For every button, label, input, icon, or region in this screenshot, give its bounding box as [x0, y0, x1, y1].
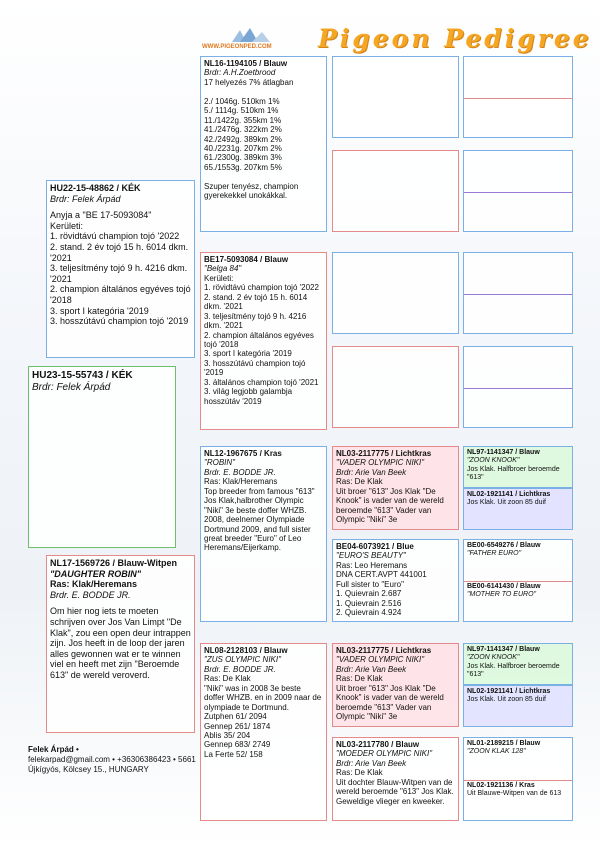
a1-notes: Jos Klak. Halfbroer beroemde "613" — [467, 465, 560, 481]
g5-card-c1 — [463, 643, 573, 685]
dam-breeder: Brdr. E. BODDE JR. — [50, 589, 131, 600]
dds-name: "VADER OLYMPIC NIKI" — [336, 655, 425, 665]
sire-sire-card — [200, 56, 327, 232]
dam-name: "DAUGHTER ROBIN" — [50, 568, 142, 579]
b2-section — [467, 583, 569, 600]
subject-ring: HU23-15-55743 / KÉK — [32, 370, 133, 381]
a2-notes: Jos Klak. Uit zoon 85 duif — [467, 499, 546, 507]
sire-ring: HU22-15-48862 / KÉK — [50, 183, 141, 193]
sire-card — [46, 180, 195, 358]
ds-name: "ROBIN" — [204, 458, 236, 468]
d1-section — [464, 738, 572, 759]
g5-card-b — [463, 539, 573, 622]
ss-breeder: Brdr: A.H.Zoetbrood — [204, 68, 276, 78]
b2-ring: BE00-6141430 / Blauw — [467, 583, 541, 590]
dam-dam-sire-card — [332, 643, 459, 727]
dds-ring: NL03-2117775 / Lichtkras — [336, 646, 432, 655]
d2-section — [467, 782, 569, 799]
contact-block — [28, 745, 198, 775]
sire-dam-card — [200, 252, 327, 430]
dss-breeder: Brdr: Arie Van Beek — [336, 467, 407, 477]
dam-sire-dam-card — [332, 539, 459, 622]
dd-ring: NL08-2128103 / Blauw — [204, 646, 288, 655]
dd-name: "ZUS OLYMPIC NIKI" — [204, 655, 281, 665]
a2-ring: NL02-1921141 / Lichtkras — [467, 491, 551, 498]
dsd-name: "EURO'S BEAUTY" — [336, 551, 406, 561]
ds-ras: Ras: Klak/Heremans — [204, 477, 278, 487]
dam-dam-card — [200, 643, 327, 821]
empty-g4-card-4 — [332, 346, 459, 428]
dss-notes: Uit broer "613" Jos Klak "De Knook" is vader van de wereld beroemde "613" Vader van Olympic "Niki" 3e — [336, 486, 444, 525]
g5-card-a2 — [463, 488, 573, 530]
b2-name: "MOTHER TO EURO" — [467, 591, 537, 599]
a1-name: "ZOON KNOOK" — [467, 457, 520, 465]
dsd-ras: Ras: Leo Heremans — [336, 560, 408, 570]
subject-card — [28, 366, 176, 548]
ddd-breeder: Brdr: Arie Van Beek — [336, 758, 407, 768]
d2-ring: NL02-1921136 / Kras — [467, 782, 535, 789]
dam-sire-sire-card — [332, 446, 459, 530]
c2-notes: Jos Klak. Uit zoon 85 duif — [467, 696, 546, 704]
dds-breeder: Brdr: Arie Van Beek — [336, 664, 407, 674]
b1-name: "FATHER EURO" — [467, 550, 522, 558]
split-line — [464, 192, 572, 193]
empty-g5-card-4 — [463, 346, 573, 428]
dd-notes: "Niki" was in 2008 3e beste doffer WHZB. en in 2009 naar de olympiade te Dortmund. Zutphen 61/ 2094 Gennep 261/ 1874 Ablis 35/ 204 Gennep 683/ 2749 La Ferte 52/ 158 — [204, 683, 322, 759]
dss-ring: NL03-2117775 / Lichtkras — [336, 449, 432, 458]
empty-g5-card-2 — [463, 150, 573, 232]
dds-ras: Ras: De Klak — [336, 674, 383, 684]
ddd-notes: Uit dochter Blauw-Witpen van de wereld beroemde "613" Jos Klak. Geweldige vlieger en kweeker. — [336, 777, 454, 806]
empty-g5-card-3 — [463, 252, 573, 334]
empty-g4-card-1 — [332, 56, 459, 138]
dam-ring: NL17-1569726 / Blauw-Witpen — [50, 558, 177, 568]
empty-g4-card-2 — [332, 150, 459, 232]
ddd-name: "MOEDER OLYMPIC NIKI" — [336, 749, 433, 759]
page-title: Pigeon Pedigree — [318, 24, 592, 53]
dam-notes: Om hier nog iets te moeten schrijven over Jos Van Limpt "De Klak", zou een open deur intrappen zijn. Jos heeft in de loop der jaren alles gewonnen wat er te winnen viel en heeft met zijn "Beroemde 613" de wereld veroverd. — [50, 606, 191, 681]
split-line — [464, 388, 572, 389]
dam-ras: Ras: Klak/Heremans — [50, 579, 138, 590]
c1-notes: Jos Klak. Halfbroer beroemde "613" — [467, 662, 560, 678]
a1-ring: NL97-1141347 / Blauw — [467, 449, 540, 456]
site-logo — [202, 28, 302, 50]
empty-g5-card-1 — [463, 56, 573, 138]
g5-card-d — [463, 737, 573, 821]
dsd-dna: DNA CERT.AVPT 441001 — [336, 570, 427, 580]
dsd-notes: Full sister to "Euro" 1. Quievrain 2.687 1. Quievrain 2.516 2. Quievrain 4.924 — [336, 579, 404, 618]
b1-ring: BE00-6549276 / Blauw — [467, 542, 541, 549]
dd-breeder: Brdr. E. BODDE JR. — [204, 664, 276, 674]
dam-card — [46, 555, 195, 733]
dd-ras: Ras: De Klak — [204, 674, 251, 684]
ss-ring: NL16-1194105 / Blauw — [204, 59, 288, 68]
dam-sire-card — [200, 446, 327, 622]
dds-notes: Uit broer "613" Jos Klak "De Knook" is vader van de wereld beroemde "613" Vader van Olympic "Niki" 3e — [336, 683, 444, 722]
sd-ring: BE17-5093084 / Blauw — [204, 255, 289, 264]
ss-notes: 17 helyezés 7% átlagban 2./ 1046g. 510km 1% 5./ 1114g. 510km 1% 11./1422g. 355km 1% 41./2476g. 322km 2% 42./2492g. 389km 2% 40./2231g. 207km 2% 61./2300g. 389km 3% 65./1553g. 207km 5% Szuper tenyész, champion gyerekekkel unokákkal. — [204, 77, 299, 201]
d2-notes: Uit Blauwe-Witpen van de 613 — [467, 790, 562, 798]
sire-breeder: Brdr: Felek Árpád — [50, 193, 121, 204]
c1-name: "ZOON KNOOK" — [467, 654, 520, 662]
sd-notes: Kerületi: 1. rövidtávú champion tojó '2022 2. stand. 2 év tojó 15 h. 6014 dkm. '2021 3. teljesítmény tojó 9 h. 4216 dkm. '2021 2. champion általános egyéves tojó '2018 3. sport I kategória '2019 3. hosszútávú champion tojó '2019 3. általános champion tojó '2021 3. világ legjobb galambja hosszútáv '2019 — [204, 273, 319, 406]
logo-text: WWW.PIGEONPED.COM — [202, 44, 272, 50]
dam-dam-dam-card — [332, 737, 459, 821]
dss-name: "VADER OLYMPIC NIKI" — [336, 458, 425, 468]
ds-notes: Top breeder from famous "613" Jos Klak,halbrother Olympic "Niki" 3e beste doffer WHZB. 2008, deelnemer Olympiade Dortmund 2009, and full sister great breeder "Euro" of Leo Heremans/Eijerkamp. — [204, 486, 315, 553]
sd-name: "Belga 84" — [204, 264, 242, 274]
c1-ring: NL97-1141347 / Blauw — [467, 646, 540, 653]
split-line — [464, 98, 572, 99]
sire-notes: Anyja a "BE 17-5093084" Kerületi: 1. rövidtávú champion tojó '2022 2. stand. 2 év tojó 15 h. 6014 dkm. '2021 3. teljesítmény tojó 9 h. 4216 dkm. '2021 2. champion általános egyéves tojó '2018 3. sport I kategória '2019 3. hosszútávú champion tojó '2019 — [50, 210, 191, 327]
dss-ras: Ras: De Klak — [336, 477, 383, 487]
split-line — [464, 780, 572, 781]
contact-details: felekarpad@gmail.com • +36306386423 • 5661 Újkígyós, Kölcsey 15., HUNGARY — [28, 755, 196, 774]
ddd-ras: Ras: De Klak — [336, 768, 383, 778]
split-line — [464, 294, 572, 295]
subject-breeder: Brdr: Felek Árpád — [32, 381, 111, 393]
g5-card-a1 — [463, 446, 573, 488]
g5-card-c2 — [463, 685, 573, 727]
empty-g4-card-3 — [332, 252, 459, 334]
contact-name: Felek Árpád • — [28, 745, 79, 754]
c2-ring: NL02-1921141 / Lichtkras — [467, 688, 551, 695]
ddd-ring: NL03-2117780 / Blauw — [336, 740, 420, 749]
split-line — [464, 581, 572, 582]
b1-section — [464, 540, 572, 561]
dsd-ring: BE04-6073921 / Blue — [336, 542, 414, 551]
d1-name: "ZOON KLAK 128" — [467, 748, 526, 756]
d1-ring: NL01-2189215 / Blauw — [467, 740, 541, 747]
ds-ring: NL12-1967675 / Kras — [204, 449, 282, 458]
ds-breeder: Brdr. E. BODDE JR. — [204, 467, 276, 477]
